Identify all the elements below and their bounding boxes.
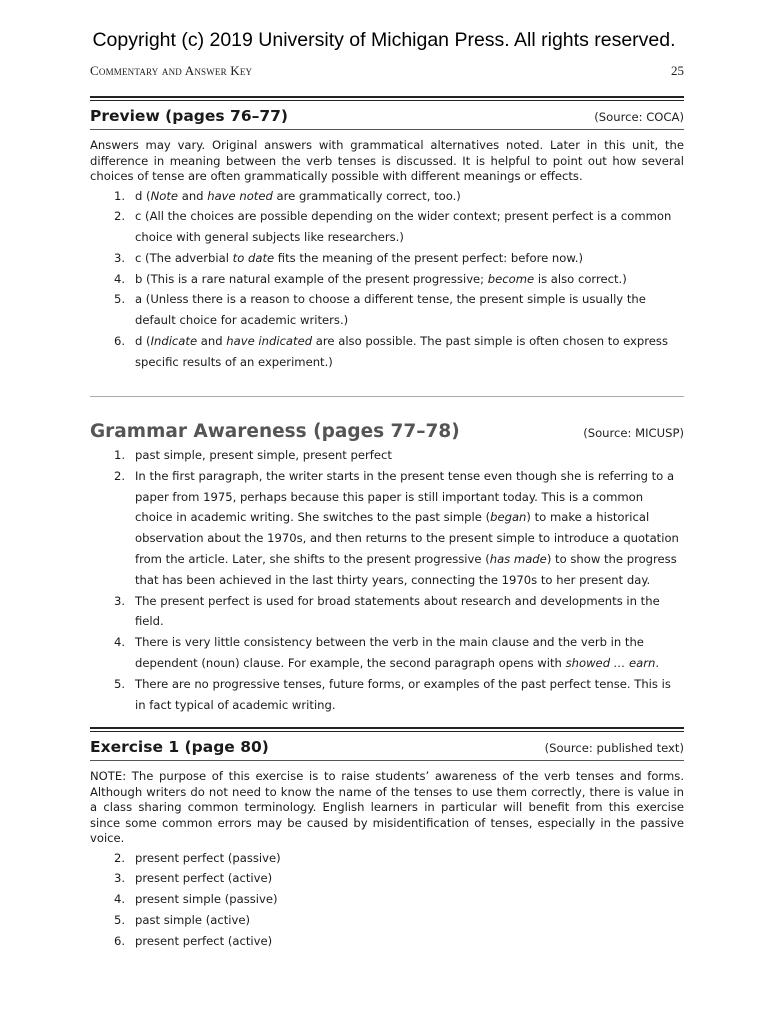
item-number: 3. — [113, 871, 125, 886]
exercise-1-heading-row — [90, 738, 684, 756]
item-text: past simple (active) — [135, 912, 250, 927]
item-number: 2. — [113, 209, 125, 224]
item-italic-text: have indicated — [226, 334, 313, 349]
item-text: is also correct.) — [534, 271, 627, 286]
grammar-awareness-section — [90, 421, 684, 715]
grammar-answer-list — [90, 445, 684, 715]
item-italic-text: has made — [489, 551, 547, 566]
list-item — [90, 889, 684, 910]
preview-source: (Source: COCA) — [594, 110, 684, 124]
exercise-1-note: NOTE: The purpose of this exercise is to raise students’ awareness of the verb tenses and forms. Although writers do not need to know the name of the tenses to use them correctly, there is value in a class sharing common terminology. English learners in particular will benefit from this exercise since some common errors may be caused by misidentification of tenses, especially in the passive voice. — [90, 769, 684, 845]
item-text: c (All the choices are possible depending on the wider context; present perfect is a common choice with general subjects like researchers.) — [135, 209, 672, 245]
item-italic-text: Indicate — [150, 334, 198, 349]
item-text: b (This is a rare natural example of the present progressive; — [135, 271, 488, 286]
copyright-notice: Copyright (c) 2019 University of Michigan Press. All rights reserved. — [92, 29, 676, 51]
item-text: ) to show the progress that has been achieved in the last thirty years, connecting the 1970s to her present day. — [135, 551, 677, 587]
item-text: are grammatically correct, too.) — [272, 188, 461, 203]
section-double-rule — [90, 727, 684, 732]
list-item — [90, 248, 684, 269]
page-number: 25 — [671, 63, 684, 78]
item-number: 4. — [113, 271, 125, 286]
exercise-1-section — [90, 727, 684, 951]
list-item — [90, 466, 684, 591]
item-number: 1. — [113, 448, 125, 462]
item-text: . — [655, 655, 660, 670]
item-number: 2. — [113, 468, 125, 483]
list-item — [90, 591, 684, 633]
exercise-1-answer-list — [90, 848, 684, 952]
item-text: In the first paragraph, the writer starts in the present tense even though she is referring to a paper from 1975, perhaps because this paper is still important today. This is a common choice in academic writing. She switches to the past simple ( — [135, 468, 675, 525]
section-separator — [90, 396, 684, 397]
list-item — [90, 445, 684, 466]
list-item — [90, 848, 684, 869]
heading-underline — [90, 129, 684, 130]
item-text: fits the meaning of the present perfect: before now.) — [274, 250, 583, 265]
section-double-rule — [90, 96, 684, 101]
item-text: present simple (passive) — [135, 892, 278, 907]
item-text: There are no progressive tenses, future forms, or examples of the past perfect tense. This is in fact typical of academic writing. — [135, 676, 671, 712]
preview-answer-list — [90, 186, 684, 373]
item-number: 5. — [113, 912, 125, 927]
item-number: 3. — [113, 593, 125, 608]
item-text: and — [178, 188, 208, 203]
running-head — [90, 63, 684, 79]
list-item — [90, 331, 684, 373]
item-italic-text: to date — [232, 250, 275, 265]
running-head-title: Commentary and Answer Key — [90, 63, 253, 78]
preview-heading: Preview (pages 76–77) — [90, 107, 289, 125]
grammar-awareness-heading: Grammar Awareness (pages 77–78) — [90, 421, 460, 442]
item-text: present perfect (active) — [135, 871, 273, 886]
grammar-source: (Source: MICUSP) — [583, 426, 684, 440]
preview-section — [90, 96, 684, 373]
item-text: c (The adverbial — [135, 250, 233, 265]
item-text: present perfect (passive) — [135, 850, 281, 865]
list-item — [90, 206, 684, 248]
item-number: 1. — [113, 188, 125, 203]
list-item — [90, 931, 684, 952]
item-text: d ( — [135, 188, 151, 203]
item-text: ) to make a historical observation about the 1970s, and then returns to the present simple to introduce a quotation from the article. Later, she shifts to the present progressive ( — [135, 510, 679, 566]
list-item — [90, 186, 684, 207]
list-item — [90, 632, 684, 674]
item-italic-text: become — [487, 271, 535, 286]
item-italic-text: Note — [150, 188, 179, 203]
list-item — [90, 868, 684, 889]
list-item — [90, 910, 684, 931]
item-number: 2. — [113, 850, 125, 865]
preview-intro: Answers may vary. Original answers with grammatical alternatives noted. Later in this unit, the difference in meaning between the verb tenses is discussed. It is helpful to point out how several choices of tense are often grammatically possible with different meanings or effects. — [90, 138, 684, 183]
item-text: d ( — [135, 334, 151, 349]
item-number: 5. — [113, 676, 125, 691]
item-text: a (Unless there is a reason to choose a different tense, the present simple is usually the default choice for academic writers.) — [135, 292, 646, 328]
item-text: There is very little consistency between the verb in the main clause and the verb in the dependent (noun) clause. For example, the second paragraph opens with — [135, 635, 644, 670]
item-number: 5. — [113, 292, 125, 307]
list-item — [90, 674, 684, 716]
item-italic-text: have noted — [207, 188, 273, 203]
list-item — [90, 289, 684, 331]
preview-heading-row — [90, 107, 684, 125]
grammar-heading-row — [90, 421, 684, 442]
item-number: 6. — [113, 933, 125, 948]
item-number: 6. — [113, 334, 125, 349]
heading-underline — [90, 760, 684, 761]
item-text: are also possible. The past simple is often chosen to express specific results of an experiment.) — [135, 334, 668, 369]
exercise-1-heading: Exercise 1 (page 80) — [90, 738, 269, 756]
list-item — [90, 269, 684, 290]
item-text: and — [197, 334, 227, 349]
item-text: past simple, present simple, present perfect — [135, 448, 392, 462]
item-italic-text: began — [490, 510, 527, 525]
exercise-1-source: (Source: published text) — [544, 741, 684, 755]
item-text: present perfect (active) — [135, 933, 273, 948]
item-number: 4. — [113, 635, 125, 650]
item-text: The present perfect is used for broad statements about research and developments in the field. — [135, 593, 660, 629]
item-italic-text: showed … earn — [565, 655, 656, 670]
item-number: 4. — [113, 892, 125, 907]
item-number: 3. — [113, 250, 125, 265]
